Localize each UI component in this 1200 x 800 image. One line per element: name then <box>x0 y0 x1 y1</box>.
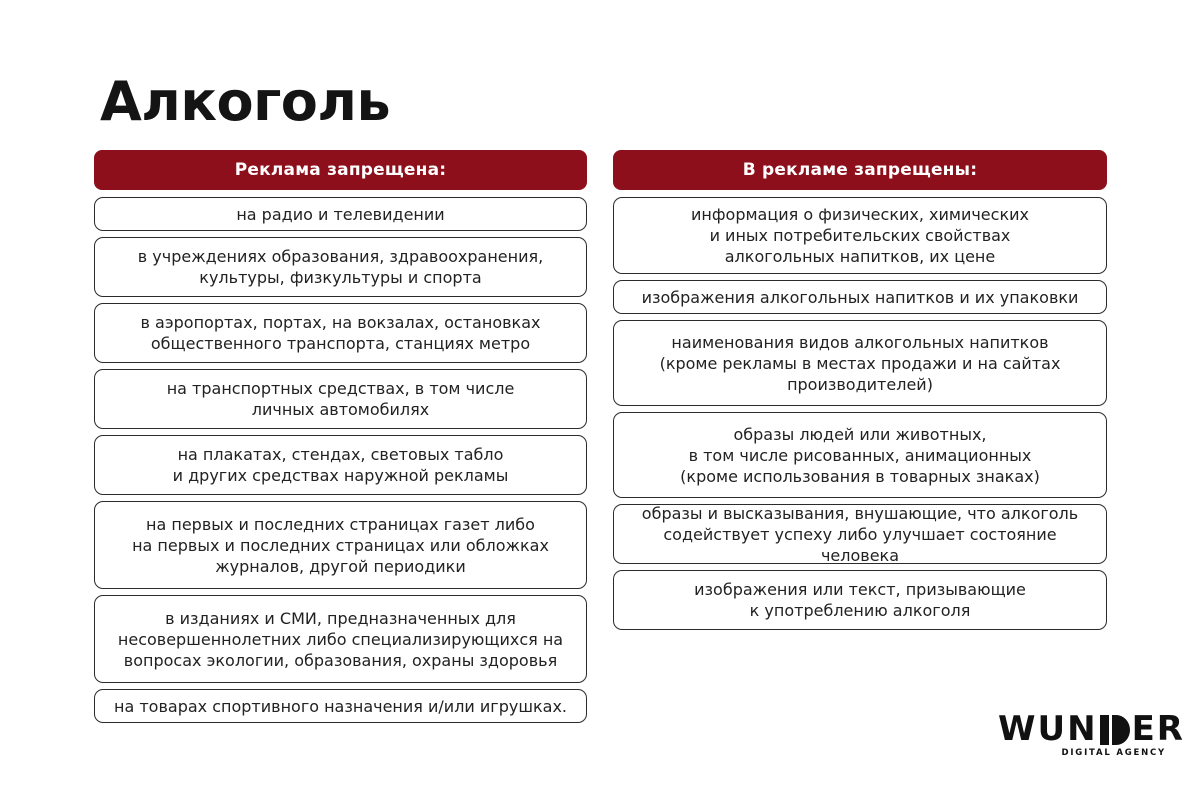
list-item: в аэропортах, портах, на вокзалах, остановках общественного транспорта, станциях метро <box>94 303 587 363</box>
right-column-header: В рекламе запрещены: <box>613 150 1107 190</box>
list-item: на товарах спортивного назначения и/или игрушках. <box>94 689 587 723</box>
list-item: образы людей или животных, в том числе рисованных, анимационных (кроме использования в товарных знаках) <box>613 412 1107 498</box>
logo-word-left: WUN <box>998 709 1098 749</box>
left-column <box>94 150 587 729</box>
list-item: на радио и телевидении <box>94 197 587 231</box>
list-item: на плакатах, стендах, световых табло и других средствах наружной рекламы <box>94 435 587 495</box>
right-column <box>613 150 1107 636</box>
left-column-header: Реклама запрещена: <box>94 150 587 190</box>
logo-wordmark <box>998 709 1185 749</box>
list-item: на первых и последних страницах газет либо на первых и последних страницах или обложках журналов, другой периодики <box>94 501 587 589</box>
list-item: в учреждениях образования, здравоохранения, культуры, физкультуры и спорта <box>94 237 587 297</box>
logo-word-right: ER <box>1131 709 1185 749</box>
list-item: в изданиях и СМИ, предназначенных для несовершеннолетних либо специализирующихся на вопросах экологии, образования, охраны здоровья <box>94 595 587 683</box>
list-item: наименования видов алкогольных напитков (кроме рекламы в местах продажи и на сайтах производителей) <box>613 320 1107 406</box>
wunder-logo <box>998 709 1185 760</box>
list-item: изображения алкогольных напитков и их упаковки <box>613 280 1107 314</box>
page-title: Алкоголь <box>100 70 391 133</box>
list-item: образы и высказывания, внушающие, что алкоголь содействует успеху либо улучшает состояние человека <box>613 504 1107 564</box>
list-item: на транспортных средствах, в том числе личных автомобилях <box>94 369 587 429</box>
list-item: изображения или текст, призывающие к употреблению алкоголя <box>613 570 1107 630</box>
logo-tagline: DIGITAL AGENCY <box>1061 748 1166 758</box>
logo-d-mark-icon <box>1100 714 1130 744</box>
list-item: информация о физических, химических и иных потребительских свойствах алкогольных напитков, их цене <box>613 197 1107 274</box>
